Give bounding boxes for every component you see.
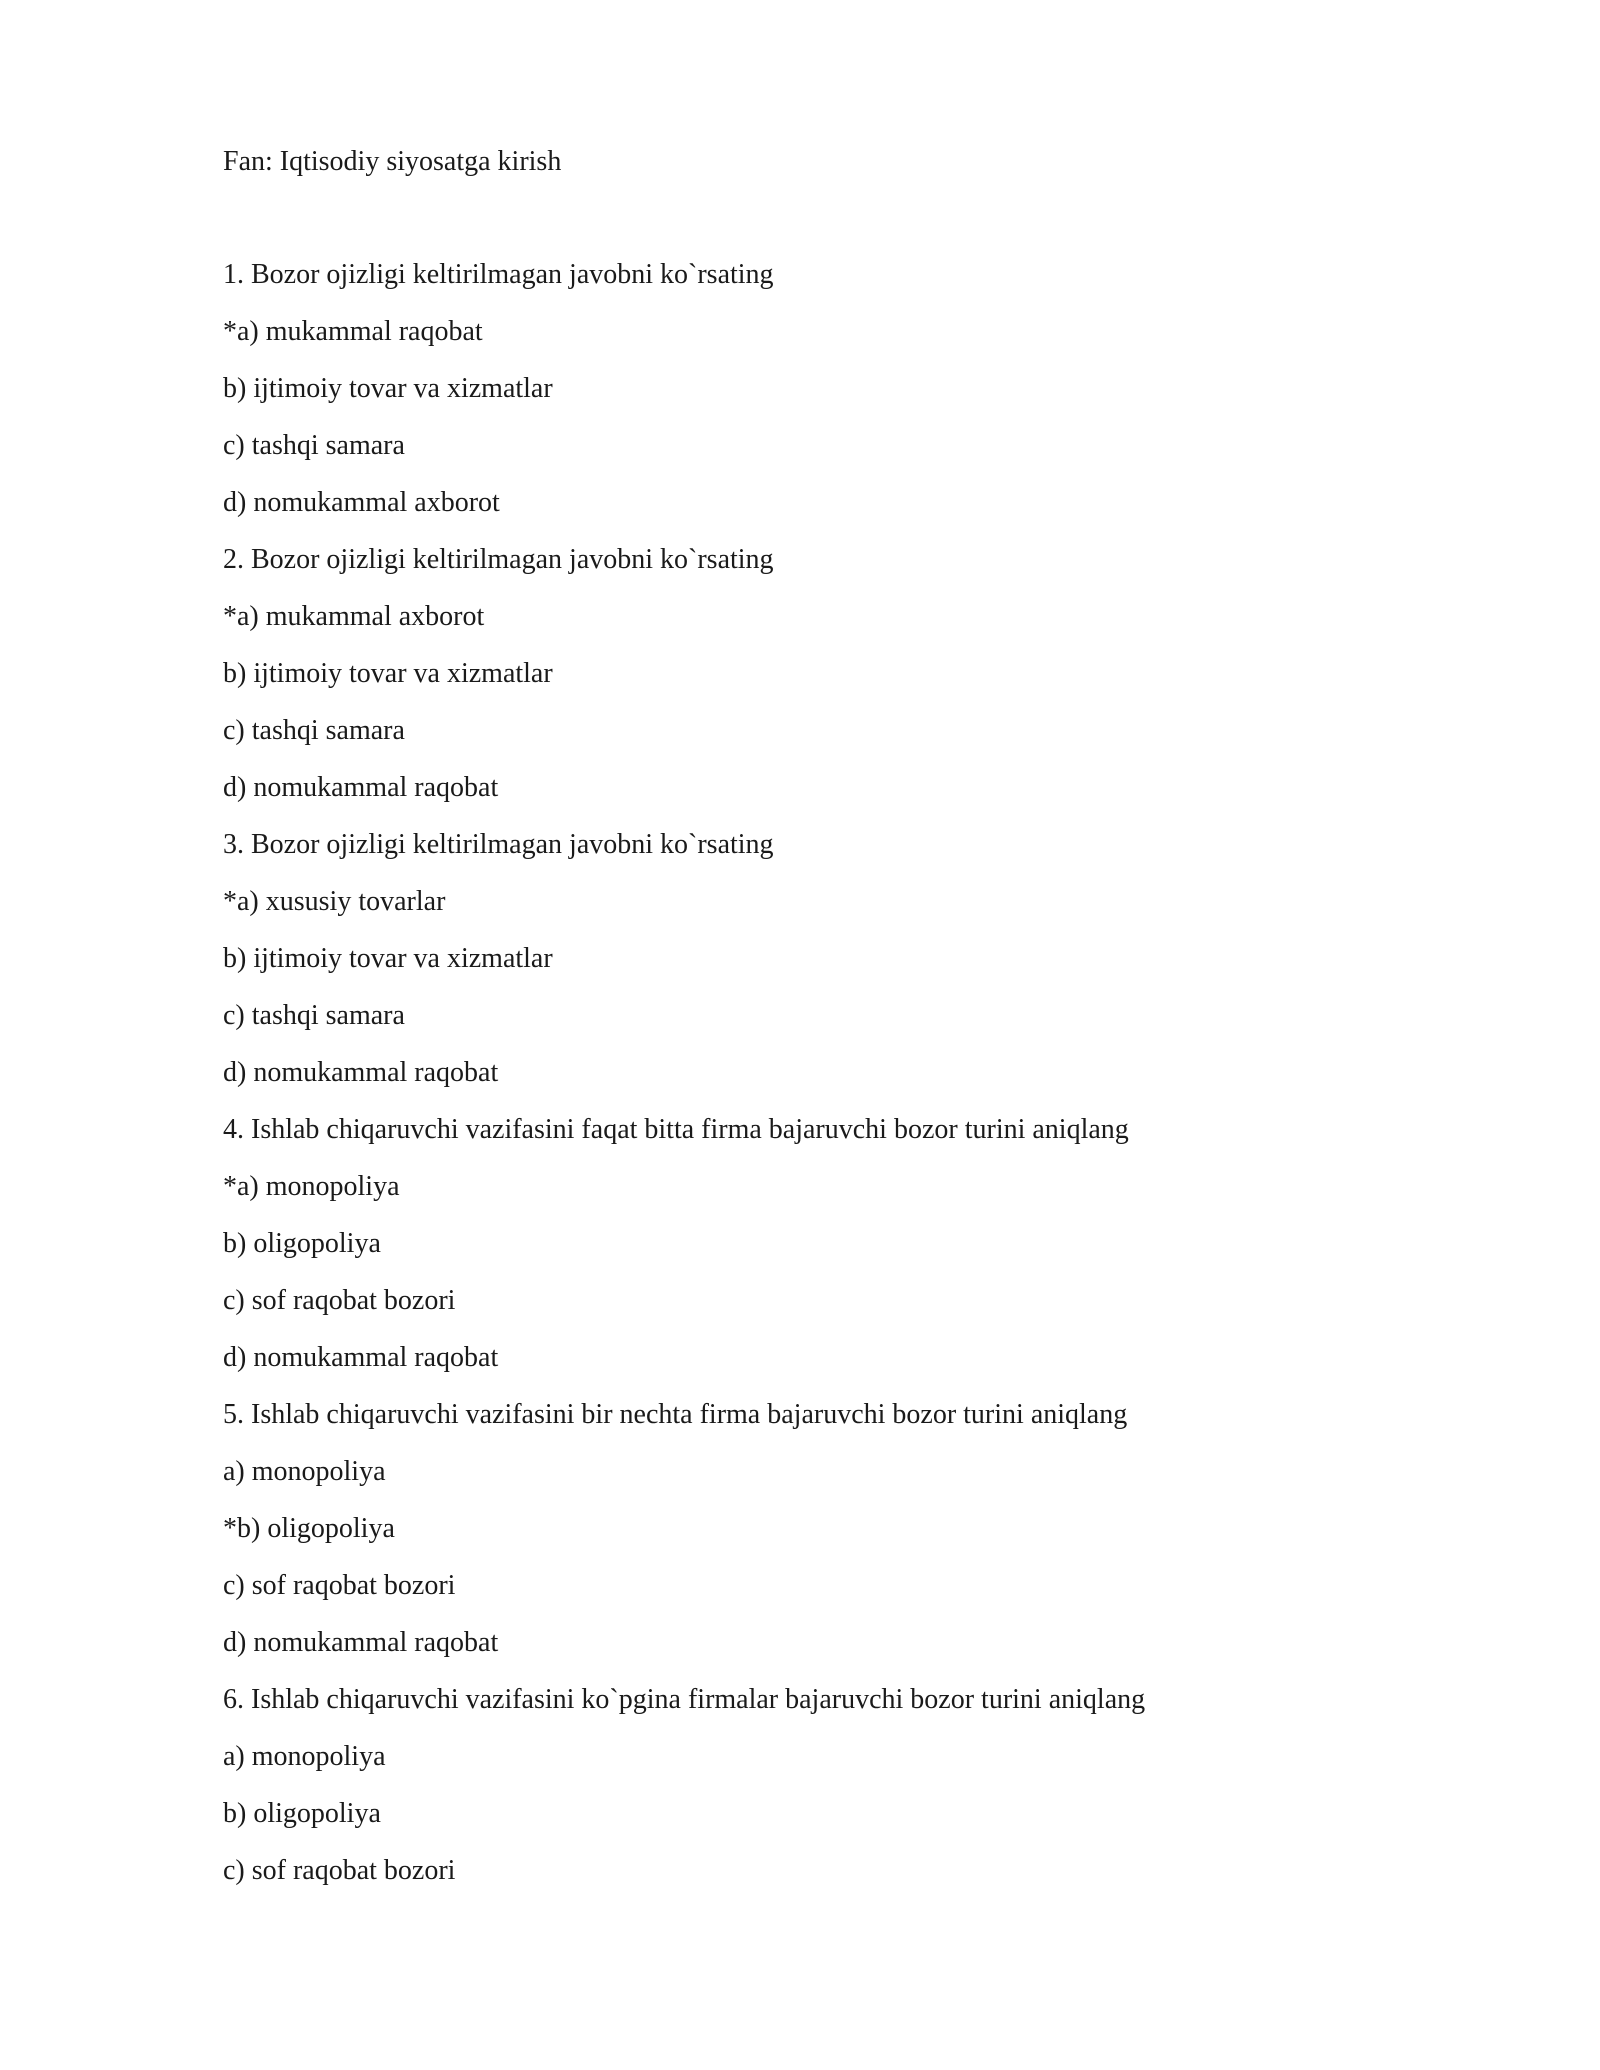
question-text: 1. Bozor ojizligi keltirilmagan javobni ko`rsating: [223, 259, 774, 290]
answer-option: *a) mukammal raqobat: [223, 316, 483, 347]
question-block-5: [223, 1399, 1423, 1659]
answer-option: c) sof raqobat bozori: [223, 1855, 456, 1886]
answer-option: d) nomukammal raqobat: [223, 772, 499, 803]
answer-option: *b) oligopoliya: [223, 1513, 395, 1544]
question-text: 6. Ishlab chiqaruvchi vazifasini ko`pgina firmalar bajaruvchi bozor turini aniqlang: [223, 1684, 1146, 1715]
question-block-4: [223, 1114, 1423, 1374]
question-text: 5. Ishlab chiqaruvchi vazifasini bir nechta firma bajaruvchi bozor turini aniqlang: [223, 1399, 1128, 1430]
answer-option: c) tashqi samara: [223, 715, 405, 746]
answer-option: a) monopoliya: [223, 1456, 386, 1487]
question-block-3: [223, 829, 1423, 1089]
answer-option: c) sof raqobat bozori: [223, 1285, 456, 1316]
question-block-2: [223, 544, 1423, 804]
answer-option: *a) monopoliya: [223, 1171, 400, 1202]
question-text: 3. Bozor ojizligi keltirilmagan javobni ko`rsating: [223, 829, 774, 860]
question-block-6: [223, 1684, 1423, 1887]
subject-title: Fan: Iqtisodiy siyosatga kirish: [223, 146, 562, 177]
answer-option: c) tashqi samara: [223, 430, 405, 461]
answer-option: b) ijtimoiy tovar va xizmatlar: [223, 658, 553, 689]
document-page: [223, 146, 1423, 1912]
answer-option: d) nomukammal raqobat: [223, 1057, 499, 1088]
answer-option: a) monopoliya: [223, 1741, 386, 1772]
answer-option: c) tashqi samara: [223, 1000, 405, 1031]
question-text: 2. Bozor ojizligi keltirilmagan javobni ko`rsating: [223, 544, 774, 575]
answer-option: b) ijtimoiy tovar va xizmatlar: [223, 373, 553, 404]
answer-option: d) nomukammal raqobat: [223, 1342, 499, 1373]
answer-option: d) nomukammal raqobat: [223, 1627, 499, 1658]
answer-option: *a) mukammal axborot: [223, 601, 485, 632]
answer-option: c) sof raqobat bozori: [223, 1570, 456, 1601]
answer-option: b) oligopoliya: [223, 1798, 381, 1829]
answer-option: *a) xususiy tovarlar: [223, 886, 446, 917]
answer-option: b) oligopoliya: [223, 1228, 381, 1259]
answer-option: b) ijtimoiy tovar va xizmatlar: [223, 943, 553, 974]
answer-option: d) nomukammal axborot: [223, 487, 500, 518]
question-block-1: [223, 259, 1423, 519]
question-text: 4. Ishlab chiqaruvchi vazifasini faqat bitta firma bajaruvchi bozor turini aniqlang: [223, 1114, 1129, 1145]
